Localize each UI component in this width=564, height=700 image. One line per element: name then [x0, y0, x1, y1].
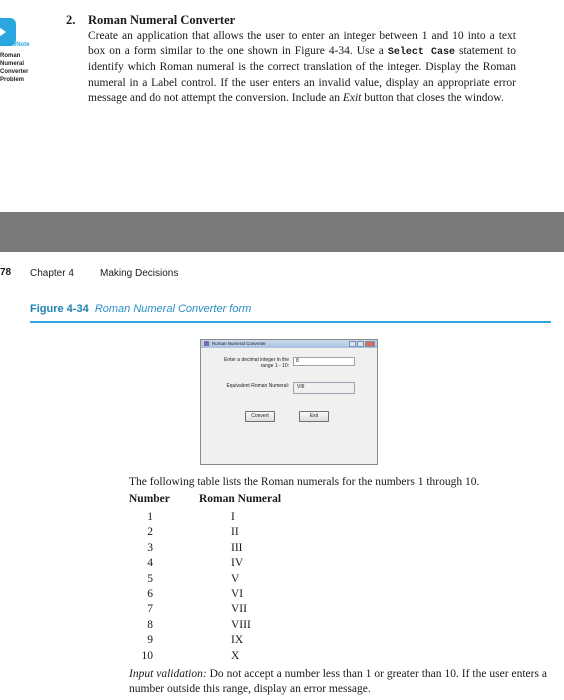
roman-table [129, 510, 329, 664]
figure-rule [30, 321, 551, 323]
figure-heading [30, 303, 251, 315]
roman-cell: X [231, 649, 240, 662]
table-row [129, 556, 329, 571]
exercise-text: statement to identify which Roman numeral is the correct translation of the integer. Display the Roman numeral in a Label control. If the user enters an invalid value, display an appropriate error message and do not attempt the conversion. Include an [88, 45, 516, 104]
number-cell: 10 [141, 649, 153, 662]
maximize-icon[interactable] [357, 341, 364, 347]
number-cell: 7 [147, 603, 153, 616]
table-row [129, 633, 329, 648]
videonote-line: Problem [0, 77, 25, 83]
header-roman: Roman Numeral [199, 493, 282, 505]
videonote-line: Roman [0, 53, 21, 59]
roman-cell: III [231, 541, 243, 554]
roman-cell: IV [231, 557, 244, 570]
figure-caption: Roman Numeral Converter form [94, 303, 252, 315]
videonote-line: Converter [0, 69, 29, 75]
app-icon [204, 341, 209, 346]
number-cell: 4 [147, 557, 153, 570]
page-number: 78 [0, 267, 12, 278]
table-row [129, 572, 329, 587]
roman-cell: II [231, 526, 239, 539]
roman-output: VIII [293, 382, 355, 394]
close-icon[interactable] [365, 341, 375, 347]
table-row [129, 525, 329, 540]
select-case-code: Select Case [387, 47, 455, 59]
chapter-label: Chapter 4 [30, 268, 74, 279]
input-validation-note [129, 667, 547, 696]
roman-cell: VI [231, 587, 244, 600]
exercise-title: Roman Numeral Converter [88, 13, 236, 27]
roman-cell: VIII [231, 618, 251, 631]
number-cell: 9 [147, 634, 153, 647]
exit-button[interactable]: Exit [299, 411, 329, 422]
table-row [129, 587, 329, 602]
exit-word: Exit [342, 91, 362, 104]
header-number: Number [129, 493, 170, 505]
chapter-title: Making Decisions [100, 268, 179, 279]
videonote-label: VideoNote [0, 42, 30, 48]
window-titlebar [201, 340, 377, 348]
page-divider [0, 212, 564, 252]
table-row [129, 541, 329, 556]
figure-label: Figure 4-34 [30, 303, 89, 315]
number-cell: 1 [147, 511, 153, 523]
exercise-text: Create an application that allows the user to enter an integer between 1 and 10 into a text box on a form similar to the one shown in Figure 4-34. Use a [88, 30, 516, 58]
videonote-line: Numeral [0, 61, 25, 67]
window-title: Roman Numeral Converter [212, 341, 266, 346]
roman-cell: VII [231, 603, 247, 616]
input-label: Enter a decimal integer in the range 1 - 10: [223, 357, 289, 369]
converter-window [200, 339, 378, 465]
upper-page [0, 0, 564, 210]
exercise-body [88, 29, 516, 106]
integer-input[interactable]: 8 [293, 357, 355, 366]
input-validation-lead: Input validation: [129, 668, 207, 680]
number-cell: 8 [147, 618, 153, 631]
number-cell: 6 [147, 587, 153, 600]
roman-cell: IX [231, 634, 244, 647]
window-controls [349, 341, 375, 347]
convert-button[interactable]: Convert [245, 411, 275, 422]
table-intro: The following table lists the Roman numerals for the numbers 1 through 10. [129, 476, 480, 488]
table-row [129, 510, 329, 525]
exercise-text: button that closes the window. [361, 91, 504, 104]
videonote-title [0, 52, 30, 84]
minimize-icon[interactable] [349, 341, 356, 347]
output-label: Equivalent Roman Numeral: [226, 383, 289, 389]
exercise-number: 2. [66, 13, 76, 27]
input-validation-text: Do not accept a number less than 1 or greater than 10. If the user enters a number outside this range, display an error message. [129, 668, 547, 695]
table-row [129, 618, 329, 633]
number-cell: 3 [147, 541, 153, 554]
roman-cell: I [231, 511, 235, 523]
number-cell: 5 [147, 572, 153, 585]
roman-cell: V [231, 572, 240, 585]
table-row [129, 649, 329, 664]
number-cell: 2 [147, 526, 153, 539]
table-row [129, 602, 329, 617]
